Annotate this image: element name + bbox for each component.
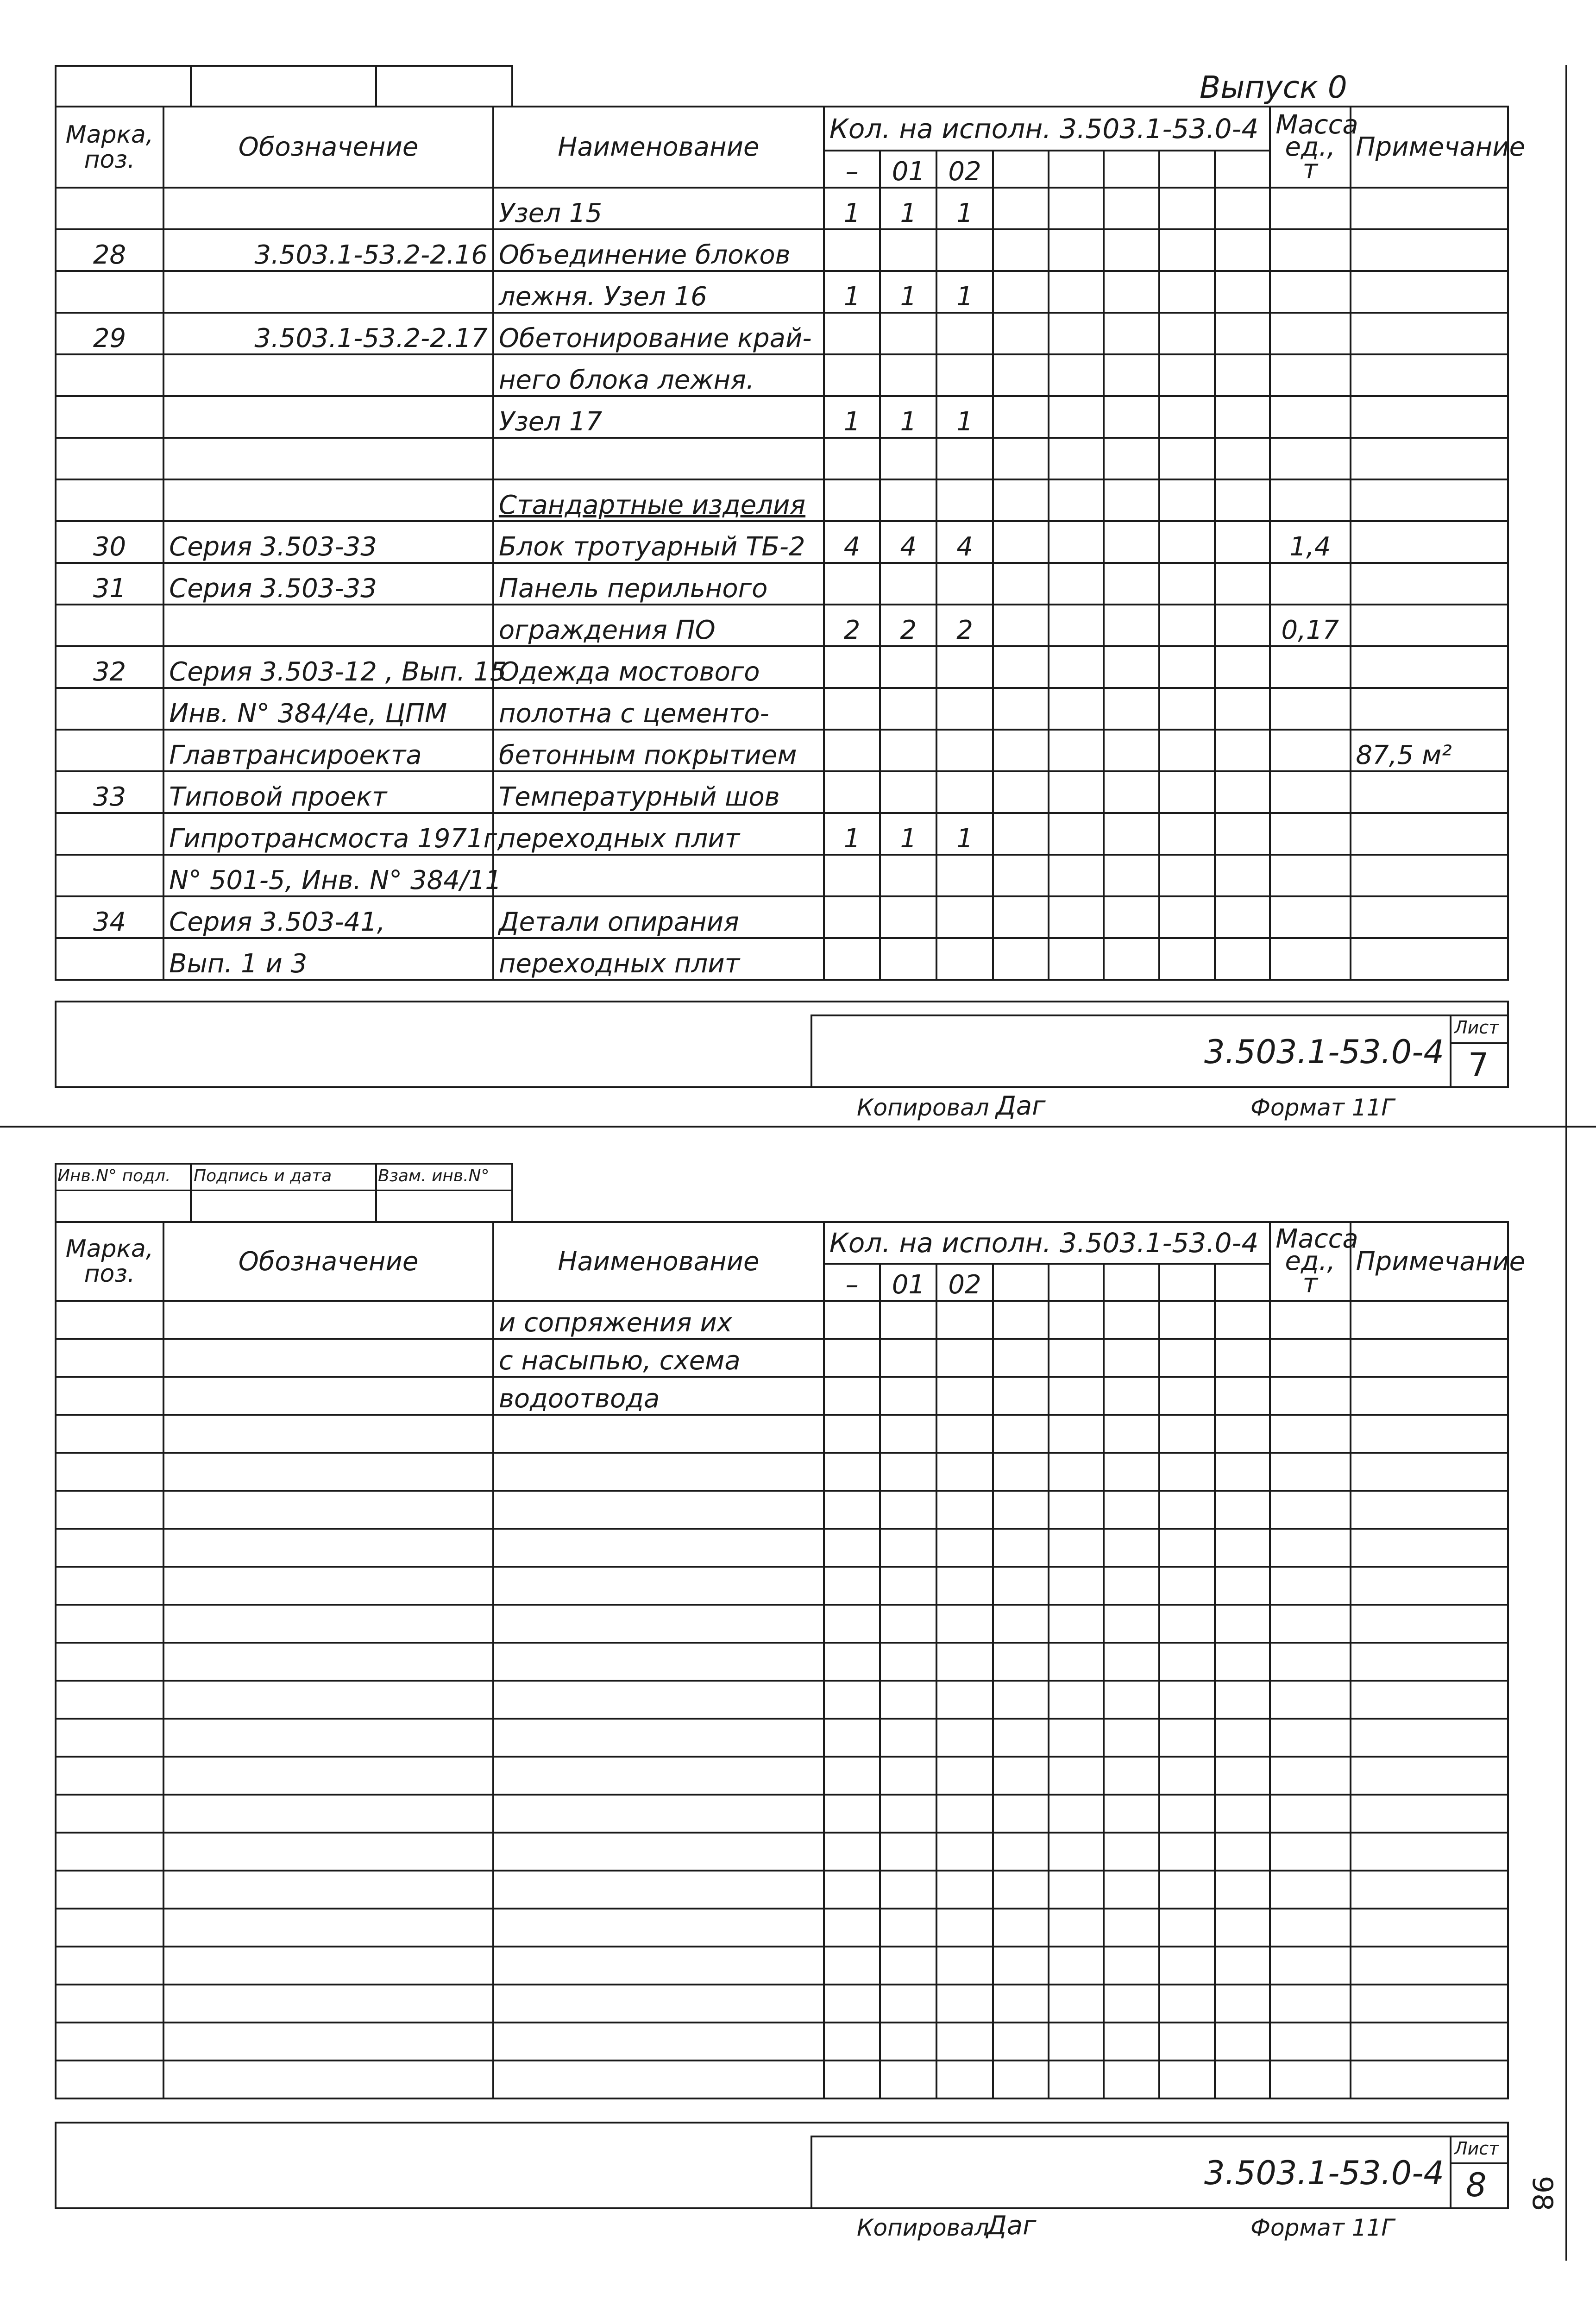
page-number: 98 — [1526, 2175, 1559, 2212]
cell-qty: 2 — [880, 605, 936, 646]
footer-divider — [1450, 2162, 1509, 2164]
cell-designation: 3.503.1-53.2-2.17 — [163, 313, 493, 354]
cell-mass — [1270, 479, 1350, 521]
table-row — [56, 771, 1508, 813]
cell-mass — [1270, 438, 1350, 479]
doc-code: 3.503.1-53.0-4 — [1204, 1033, 1445, 1071]
footer-divider — [811, 2136, 1509, 2137]
col-mass-header: Масса ед., т — [1270, 107, 1350, 188]
cell-designation: Серия 3.503-41, — [163, 896, 493, 938]
cell-qty — [936, 771, 993, 813]
cell-name: Температурный шов — [493, 771, 824, 813]
cell-name: Блок тротуарный ТБ-2 — [493, 521, 824, 563]
cell-qty — [880, 438, 936, 479]
cell-name — [493, 855, 824, 896]
cell-qty — [824, 354, 880, 396]
cell-designation: Гипротрансмоста 1971г, — [163, 813, 493, 855]
sheet-label: Лист — [1454, 2138, 1499, 2159]
issue-label: Выпуск 0 — [1200, 69, 1347, 105]
cell-qty — [880, 354, 936, 396]
cell-mass: 0,17 — [1270, 605, 1350, 646]
cell-qty — [880, 563, 936, 605]
cell-mark — [56, 813, 163, 855]
copied-by-label: Копировал — [857, 2214, 989, 2241]
col-mark-header: Марка, поз. — [56, 107, 163, 188]
cell-name: водоотвода — [493, 1377, 824, 1415]
cell-qty — [824, 688, 880, 730]
cell-qty: 1 — [936, 271, 993, 313]
cell-qty — [824, 313, 880, 354]
cell-qty — [824, 563, 880, 605]
table-row — [56, 1795, 1508, 1833]
cell-qty — [824, 479, 880, 521]
cell-mass — [1270, 771, 1350, 813]
cell-mark — [56, 396, 163, 438]
cell-qty: 4 — [880, 521, 936, 563]
footer-left-line — [55, 1001, 57, 1088]
format-label: Формат 11Г — [1250, 2214, 1395, 2241]
cell-qty — [880, 479, 936, 521]
table-row — [56, 1491, 1508, 1529]
sheet-number: 8 — [1466, 2166, 1487, 2204]
qty-col-label: 01 — [880, 151, 936, 188]
cell-name: с насыпью, схема — [493, 1339, 824, 1377]
footer-divider — [1450, 1015, 1451, 1088]
cell-designation: Вып. 1 и 3 — [163, 938, 493, 980]
table-row — [56, 563, 1508, 605]
col-designation-header: Обозначение — [163, 107, 493, 188]
cell-qty: 2 — [936, 605, 993, 646]
table-row — [56, 2023, 1508, 2061]
stamp-divider — [190, 1163, 192, 1223]
cell-qty: 2 — [824, 605, 880, 646]
cell-mark: 30 — [56, 521, 163, 563]
cell-note — [1351, 771, 1508, 813]
table-row — [56, 521, 1508, 563]
cell-note — [1351, 438, 1508, 479]
cell-name: ограждения ПО — [493, 605, 824, 646]
table-row — [56, 646, 1508, 688]
cell-name: Узел 17 — [493, 396, 824, 438]
cell-note — [1351, 938, 1508, 980]
cell-qty: 4 — [824, 521, 880, 563]
cell-mark — [56, 438, 163, 479]
table-row — [56, 396, 1508, 438]
cell-qty — [880, 646, 936, 688]
cell-mass — [1270, 855, 1350, 896]
cell-note — [1351, 313, 1508, 354]
table-row — [56, 896, 1508, 938]
qty-col-label: 02 — [936, 1264, 993, 1301]
copier-signature: Даг — [987, 2211, 1037, 2241]
cell-name: Узел 15 — [493, 188, 824, 229]
cell-mass — [1270, 188, 1350, 229]
cell-designation: Инв. N° 384/4е, ЦПМ — [163, 688, 493, 730]
cell-designation: Серия 3.503-33 — [163, 521, 493, 563]
cell-designation: Главтрансироекта — [163, 730, 493, 771]
copied-by-label: Копировал — [857, 1094, 989, 1121]
cell-qty: 1 — [824, 813, 880, 855]
cell-qty — [824, 730, 880, 771]
table-row — [56, 1833, 1508, 1871]
cell-qty — [824, 438, 880, 479]
cell-qty — [824, 771, 880, 813]
qty-col-label: – — [824, 151, 880, 188]
footer-divider — [1450, 1042, 1509, 1044]
cell-mass — [1270, 563, 1350, 605]
cell-qty — [936, 896, 993, 938]
table-row — [56, 313, 1508, 354]
cell-qty: 1 — [936, 188, 993, 229]
cell-mark — [56, 354, 163, 396]
cell-designation — [163, 438, 493, 479]
table-row — [56, 813, 1508, 855]
table-row — [56, 1301, 1508, 1339]
cell-note — [1351, 271, 1508, 313]
cell-qty — [936, 563, 993, 605]
cell-mark — [56, 688, 163, 730]
footer-top-line — [55, 1001, 1509, 1002]
table-row — [56, 688, 1508, 730]
cell-qty: 1 — [880, 188, 936, 229]
table-row — [56, 730, 1508, 771]
cell-mark: 33 — [56, 771, 163, 813]
footer-bottom-line — [55, 2207, 1509, 2209]
col-note-header: Примечание — [1351, 1222, 1508, 1301]
cell-name — [493, 438, 824, 479]
qty-col-label: 01 — [880, 1264, 936, 1301]
table-row — [56, 1377, 1508, 1415]
footer-divider — [1450, 2136, 1451, 2209]
cell-name: и сопряжения их — [493, 1301, 824, 1339]
cell-name: него блока лежня. — [493, 354, 824, 396]
cell-note — [1351, 188, 1508, 229]
cell-note — [1351, 563, 1508, 605]
cell-mark — [56, 730, 163, 771]
cell-mark: 31 — [56, 563, 163, 605]
cell-mark: 32 — [56, 646, 163, 688]
table-row — [56, 1643, 1508, 1681]
cell-name: Объединение блоков — [493, 229, 824, 271]
table-row — [56, 438, 1508, 479]
cell-qty — [880, 938, 936, 980]
stamp-divider — [55, 1163, 57, 1223]
cell-mark: 28 — [56, 229, 163, 271]
sheet-number: 7 — [1468, 1046, 1489, 1084]
cell-designation — [163, 271, 493, 313]
cell-name: Панель перильного — [493, 563, 824, 605]
cell-qty — [880, 229, 936, 271]
cell-qty — [824, 855, 880, 896]
cell-qty — [936, 688, 993, 730]
cell-note — [1351, 396, 1508, 438]
table-row — [56, 2061, 1508, 2098]
footer-divider — [811, 2136, 812, 2209]
cell-note — [1351, 896, 1508, 938]
cell-mass — [1270, 938, 1350, 980]
cell-designation — [163, 354, 493, 396]
col-name-header: Наименование — [493, 107, 824, 188]
stamp-divider — [375, 65, 377, 107]
cell-qty: 1 — [936, 813, 993, 855]
footer-left-line — [55, 2122, 57, 2209]
cell-qty — [824, 229, 880, 271]
cell-qty — [936, 313, 993, 354]
table-row — [56, 1529, 1508, 1567]
spec-table-2 — [55, 1221, 1526, 2099]
col-qty-header: Кол. на исполн. 3.503.1-53.0-4 — [824, 107, 1270, 151]
copier-signature: Даг — [996, 1091, 1046, 1121]
cell-qty — [936, 479, 993, 521]
cell-qty — [880, 313, 936, 354]
col-note-header: Примечание — [1351, 107, 1508, 188]
cell-qty: 1 — [824, 188, 880, 229]
cell-note — [1351, 688, 1508, 730]
footer-bottom-line — [55, 1086, 1509, 1088]
sheet-separator — [0, 1126, 1596, 1128]
cell-mass — [1270, 813, 1350, 855]
cell-mass — [1270, 396, 1350, 438]
cell-mark — [56, 938, 163, 980]
cell-mass — [1270, 271, 1350, 313]
table-row — [56, 229, 1508, 271]
cell-designation — [163, 479, 493, 521]
cell-mark: 29 — [56, 313, 163, 354]
cell-note — [1351, 813, 1508, 855]
cell-designation: Типовой проект — [163, 771, 493, 813]
cell-mark: 34 — [56, 896, 163, 938]
cell-qty — [936, 229, 993, 271]
cell-name: Стандартные изделия — [493, 479, 824, 521]
cell-designation: Серия 3.503-33 — [163, 563, 493, 605]
cell-designation: N° 501-5, Инв. N° 384/11 — [163, 855, 493, 896]
cell-qty — [824, 646, 880, 688]
table-row — [56, 1947, 1508, 1985]
table-row — [56, 354, 1508, 396]
stamp-mid-line — [55, 1190, 513, 1191]
table-row — [56, 605, 1508, 646]
cell-name: переходных плит — [493, 813, 824, 855]
stamp-divider — [375, 1163, 377, 1223]
cell-qty — [936, 354, 993, 396]
table-row — [56, 271, 1508, 313]
cell-mark — [56, 188, 163, 229]
cell-qty — [936, 438, 993, 479]
cell-mass — [1270, 229, 1350, 271]
cell-qty: 4 — [936, 521, 993, 563]
table-row — [56, 1415, 1508, 1453]
cell-qty: 1 — [880, 271, 936, 313]
cell-name: полотна с цементо- — [493, 688, 824, 730]
cell-name: лежня. Узел 16 — [493, 271, 824, 313]
cell-mass — [1270, 646, 1350, 688]
cell-qty — [880, 688, 936, 730]
cell-qty — [880, 896, 936, 938]
table-row — [56, 1567, 1508, 1605]
stamp-label: Инв.N° подл. — [57, 1166, 171, 1185]
col-qty-header: Кол. на исполн. 3.503.1-53.0-4 — [824, 1222, 1270, 1264]
footer-divider — [811, 1015, 1509, 1016]
cell-mark — [56, 605, 163, 646]
table-row — [56, 1681, 1508, 1719]
cell-mass — [1270, 354, 1350, 396]
footer-top-line — [55, 2122, 1509, 2124]
table-row — [56, 938, 1508, 980]
table-row — [56, 1719, 1508, 1757]
cell-note — [1351, 646, 1508, 688]
table-row — [56, 1339, 1508, 1377]
table-row — [56, 1605, 1508, 1643]
cell-qty: 1 — [880, 813, 936, 855]
cell-qty: 1 — [936, 396, 993, 438]
cell-note — [1351, 855, 1508, 896]
sheet-label: Лист — [1454, 1017, 1499, 1038]
stamp-top-line — [55, 65, 513, 67]
table-row — [56, 1453, 1508, 1491]
stamp-divider — [190, 65, 192, 107]
cell-mark — [56, 479, 163, 521]
cell-qty — [936, 855, 993, 896]
table-row — [56, 188, 1508, 229]
table-row — [56, 1909, 1508, 1947]
cell-name: Одежда мостового — [493, 646, 824, 688]
cell-mass — [1270, 730, 1350, 771]
col-name-header: Наименование — [493, 1222, 824, 1301]
cell-name: Обетонирование край- — [493, 313, 824, 354]
cell-name: Детали опирания — [493, 896, 824, 938]
cell-qty — [824, 938, 880, 980]
cell-mark — [56, 271, 163, 313]
spec-table-1 — [55, 106, 1526, 981]
table-row — [56, 479, 1508, 521]
cell-note: 87,5 м² — [1351, 730, 1508, 771]
cell-qty — [936, 938, 993, 980]
qty-col-label: – — [824, 1264, 880, 1301]
cell-qty — [936, 730, 993, 771]
table-row — [56, 1757, 1508, 1795]
cell-qty — [880, 771, 936, 813]
cell-note — [1351, 605, 1508, 646]
cell-designation — [163, 605, 493, 646]
footer-right-line — [1507, 1001, 1509, 1088]
cell-qty: 1 — [824, 396, 880, 438]
cell-note — [1351, 479, 1508, 521]
cell-mass — [1270, 688, 1350, 730]
cell-mass: 1,4 — [1270, 521, 1350, 563]
binding-margin-line — [1565, 65, 1567, 2261]
cell-designation: 3.503.1-53.2-2.16 — [163, 229, 493, 271]
cell-qty — [936, 646, 993, 688]
table-row — [56, 1985, 1508, 2023]
cell-qty: 1 — [824, 271, 880, 313]
footer-right-line — [1507, 2122, 1509, 2209]
cell-note — [1351, 229, 1508, 271]
cell-mass — [1270, 313, 1350, 354]
cell-qty: 1 — [880, 396, 936, 438]
stamp-divider — [511, 65, 513, 107]
cell-mark — [56, 855, 163, 896]
cell-note — [1351, 354, 1508, 396]
cell-qty — [824, 896, 880, 938]
cell-qty — [880, 855, 936, 896]
footer-divider — [811, 1015, 812, 1088]
col-designation-header: Обозначение — [163, 1222, 493, 1301]
table-row — [56, 855, 1508, 896]
stamp-divider — [511, 1163, 513, 1223]
col-mass-header: Масса ед., т — [1270, 1222, 1350, 1301]
cell-mass — [1270, 896, 1350, 938]
format-label: Формат 11Г — [1250, 1094, 1395, 1121]
stamp-divider — [55, 65, 57, 107]
doc-code: 3.503.1-53.0-4 — [1204, 2154, 1445, 2192]
qty-col-label: 02 — [936, 151, 993, 188]
cell-qty — [880, 730, 936, 771]
cell-name: бетонным покрытием — [493, 730, 824, 771]
cell-note — [1351, 521, 1508, 563]
cell-name: переходных плит — [493, 938, 824, 980]
cell-designation — [163, 396, 493, 438]
table-row — [56, 1871, 1508, 1909]
stamp-label: Подпись и дата — [194, 1166, 332, 1185]
stamp-label: Взам. инв.N° — [378, 1166, 490, 1185]
cell-designation: Серия 3.503-12 , Вып. 15 — [163, 646, 493, 688]
cell-designation — [163, 188, 493, 229]
col-mark-header: Марка, поз. — [56, 1222, 163, 1301]
stamp-top-line — [55, 1163, 513, 1165]
